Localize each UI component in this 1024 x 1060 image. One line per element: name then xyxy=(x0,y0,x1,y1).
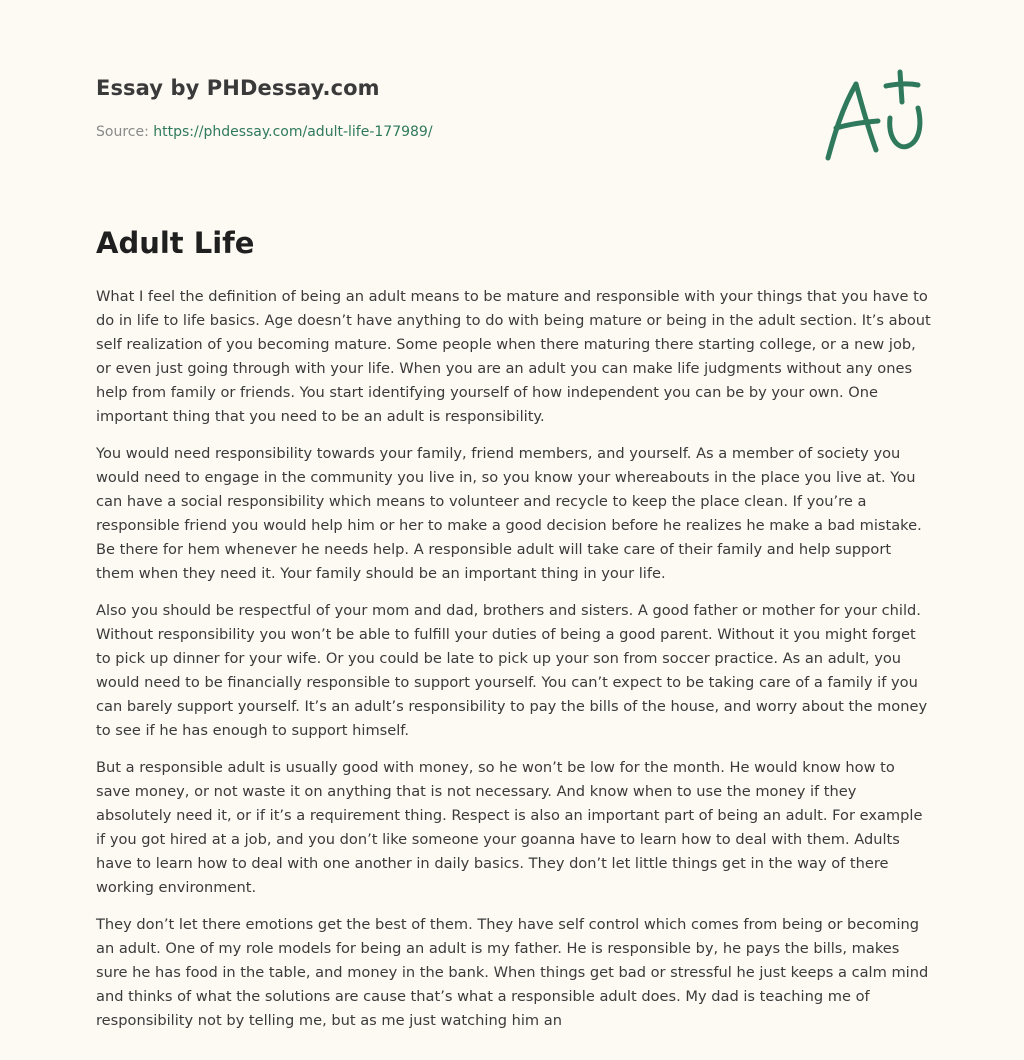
essay-paragraph: What I feel the definition of being an adult means to be mature and responsible with your things that you have to do in life to life basics. Age doesn’t have anything to do with being mature or being in the adult section. It’s about self realization of you becoming mature. Some people when there maturing there starting college, or a new job, or even just going through with your life. When you are an adult you can make life judgments without any ones help from family or friends. You start identifying yourself of how independent you can be by your own. One important thing that you need to be an adult is responsibility. xyxy=(96,288,931,425)
source-line xyxy=(96,124,433,140)
source-label: Source: xyxy=(96,124,149,140)
essay-body xyxy=(96,285,932,1046)
essay-paragraph: Also you should be respectful of your mom and dad, brothers and sisters. A good father or mother for your child. Without responsibility you won’t be able to fulfill your duties of being a good parent. Without it you might forget to pick up dinner for your wife. Or you could be late to pick up your son from soccer practice. As an adult, you would need to be financially responsible to support yourself. You can’t expect to be taking care of a family if you can barely support yourself. It’s an adult’s responsibility to pay the bills of the house, and worry about the money to see if he has enough to support himself. xyxy=(96,602,928,739)
source-link[interactable]: https://phdessay.com/adult-life-177989/ xyxy=(153,124,433,140)
essay-paragraph: But a responsible adult is usually good with money, so he won’t be low for the month. He would know how to save money, or not waste it on anything that is not necessary. And know when to use the money if they absolutely need it, or if it’s a requirement thing. Respect is also an important part of being an adult. For example if you got hired at a job, and you don’t like someone your goanna have to learn how to deal with them. Adults have to learn how to deal with one another in daily basics. They don’t let little things get in the way of there working environment. xyxy=(96,759,923,896)
essay-paragraph: You would need responsibility towards your family, friend members, and yourself. As a member of society you would need to engage in the community you live in, so you know your whereabouts in the place you live at. You can have a social responsibility which means to volunteer and recycle to keep the place clean. If you’re a responsible friend you would help him or her to make a good decision before he realizes he make a bad mistake. Be there for hem whenever he needs help. A responsible adult will take care of their family and help support them when they need it. Your family should be an important thing in your life. xyxy=(96,445,922,582)
essay-title: Adult Life xyxy=(96,226,255,260)
a-plus-logo-icon xyxy=(820,66,932,166)
site-title: Essay by PHDessay.com xyxy=(96,76,380,100)
essay-paragraph: They don’t let there emotions get the best of them. They have self control which comes from being or becoming an adult. One of my role models for being an adult is my father. He is responsible by, he pays the bills, makes sure he has food in the table, and money in the bank. When things get bad or stressful he just keeps a calm mind and thinks of what the solutions are cause that’s what a responsible adult does. My dad is teaching me of responsibility not by telling me, but as me just watching him an xyxy=(96,916,929,1029)
